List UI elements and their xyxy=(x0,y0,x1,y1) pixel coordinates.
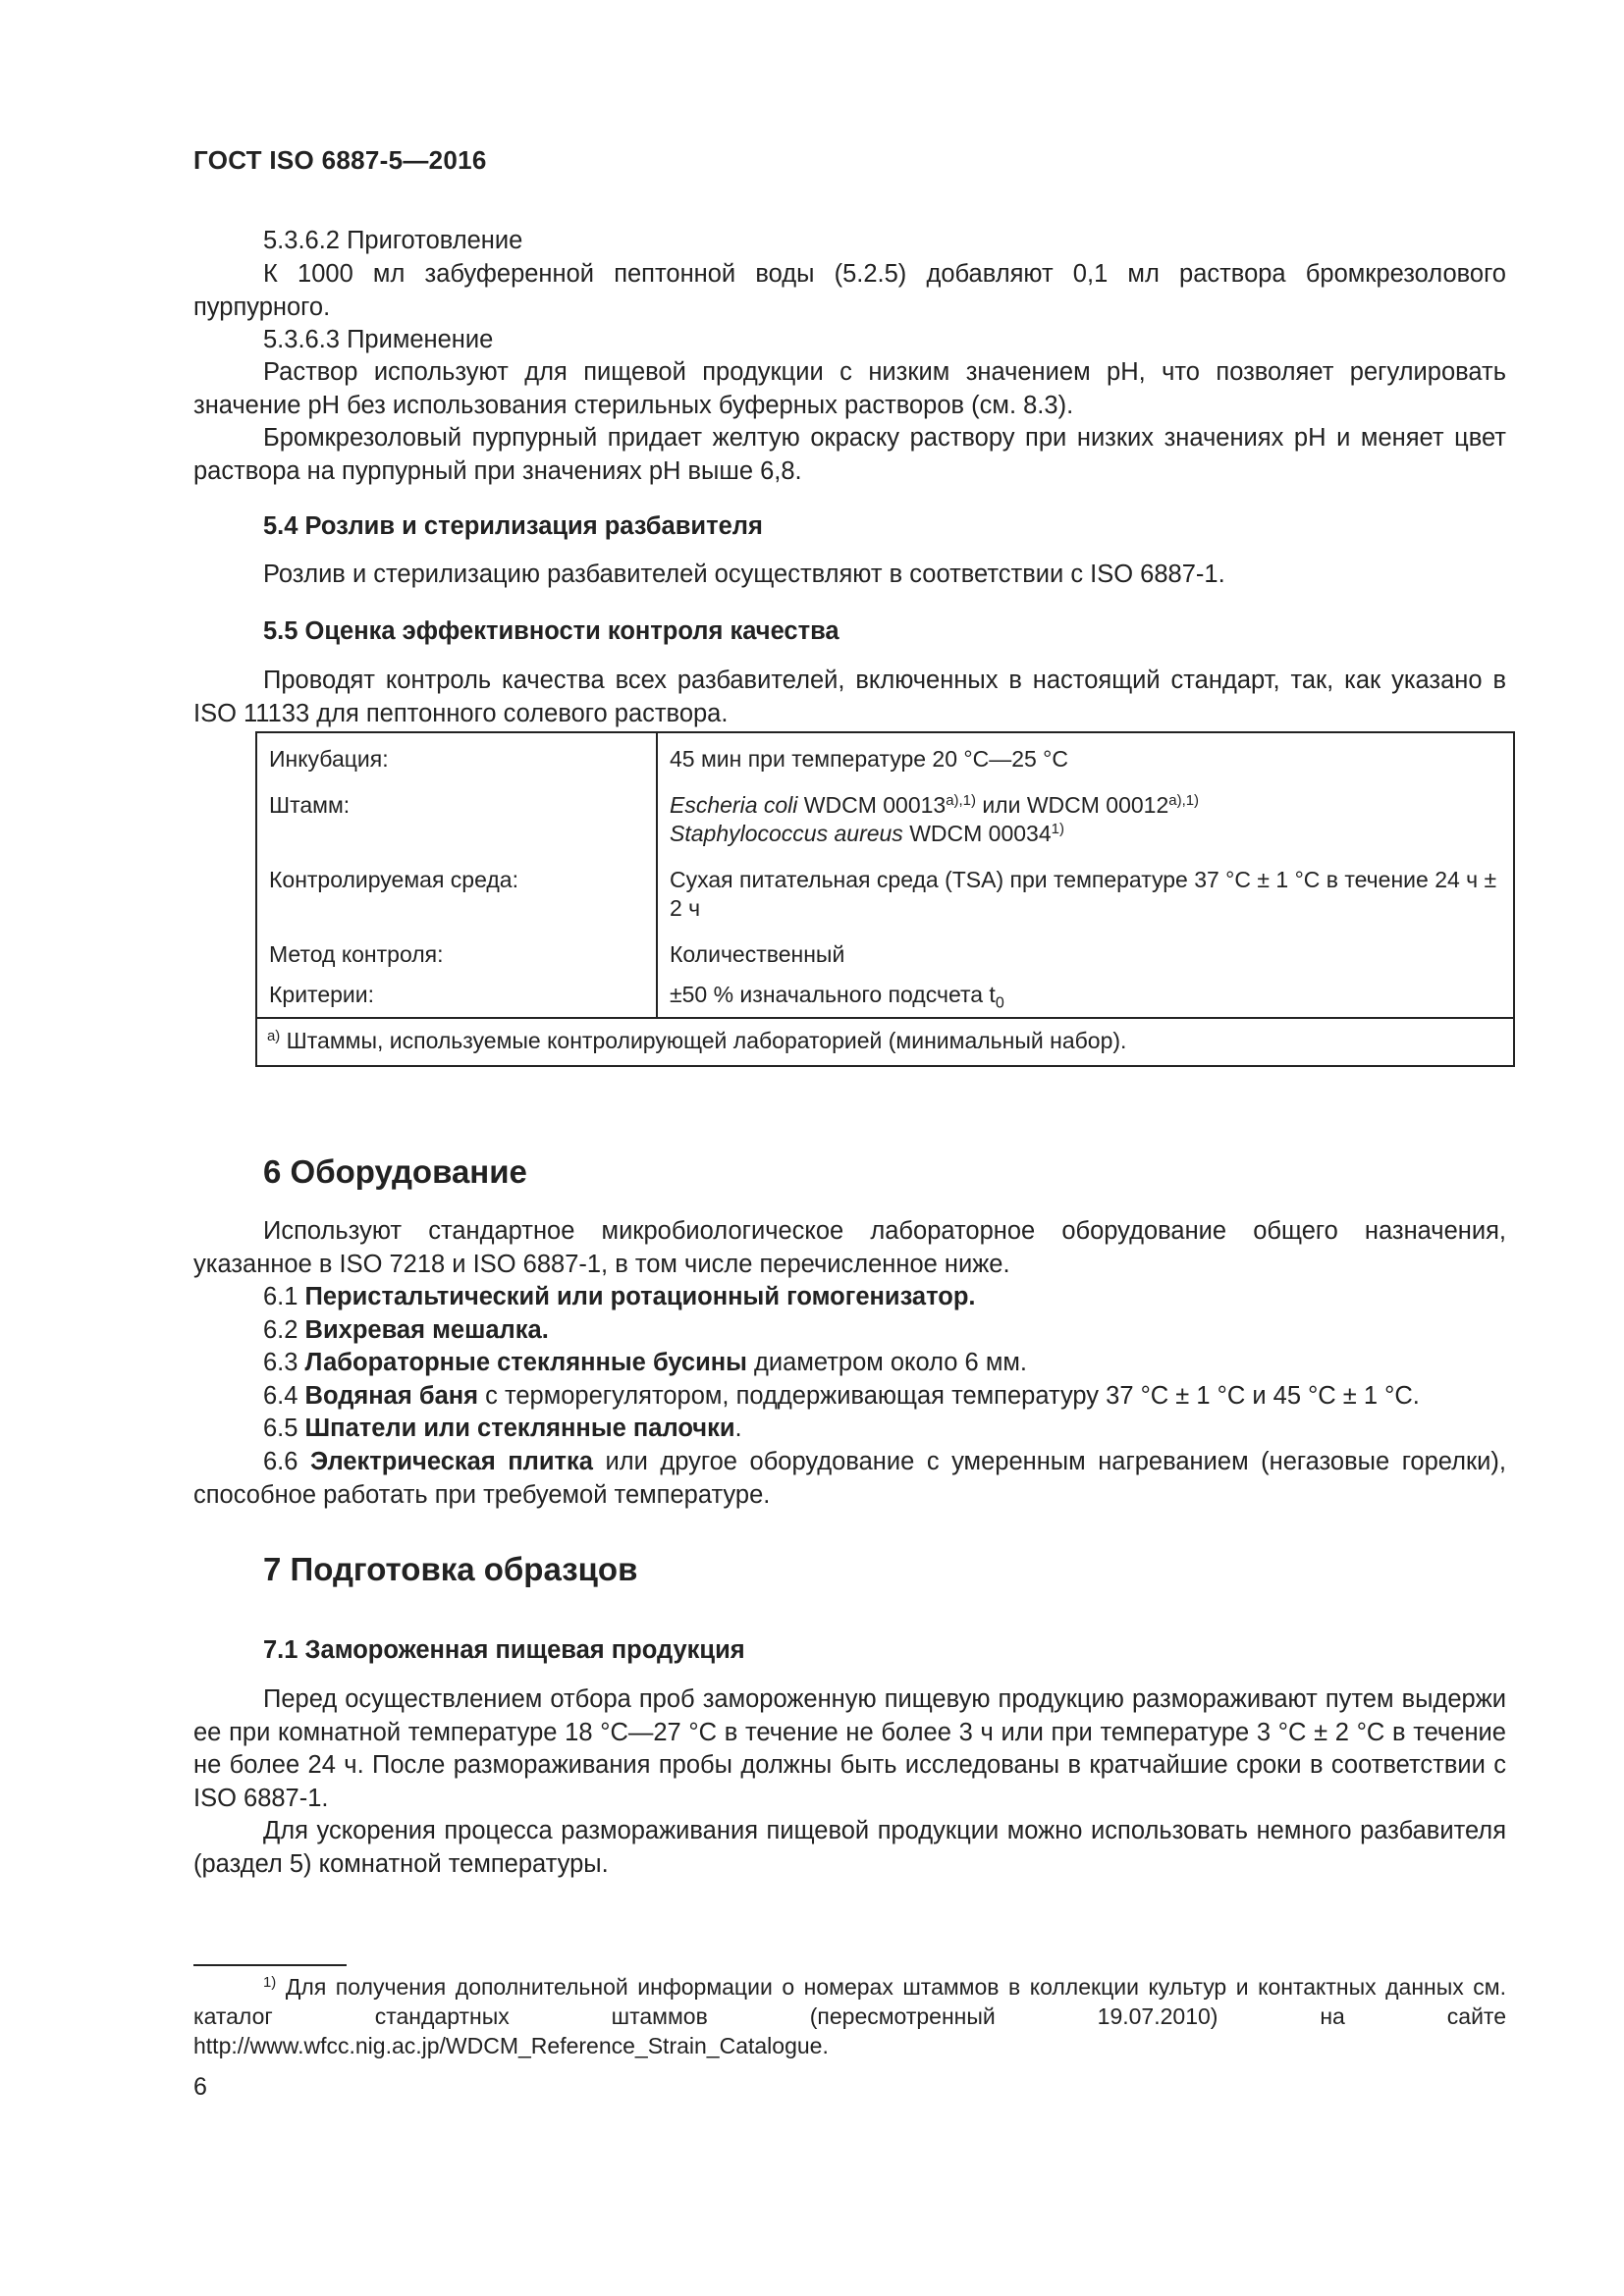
item-number: 6.3 xyxy=(263,1349,298,1376)
section-5-5-text: Проводят контроль качества всех разбавителей, включенных в настоящий стандарт, так, как указано в ISO 11133 для пептонного солевого раствора. xyxy=(193,667,1506,727)
item-number: 6.2 xyxy=(263,1316,298,1344)
item-bold: Лабораторные стеклянные бусины xyxy=(304,1349,747,1376)
table-cell-value xyxy=(657,779,1514,854)
table-cell-label: Метод контроля: xyxy=(256,929,657,975)
table-cell-value xyxy=(657,975,1514,1018)
table-row xyxy=(256,929,1514,975)
table-row xyxy=(256,975,1514,1018)
item-number: 6.6 xyxy=(263,1448,298,1475)
criteria-subscript: 0 xyxy=(995,993,1004,1012)
strain-ecoli-sup: а),1) xyxy=(946,791,976,809)
item-rest: диаметром около 6 мм. xyxy=(746,1349,1027,1376)
item-bold: Электрическая плитка xyxy=(309,1448,593,1475)
item-rest: с терморегулятором, поддерживающая температуру 37 °С ± 1 °С и 45 °С ± 1 °С. xyxy=(478,1382,1420,1410)
item-rest: . xyxy=(734,1415,742,1442)
item-number: 6.5 xyxy=(263,1415,298,1442)
section-5-4-text: Розлив и стерилизацию разбавителей осуществляют в соответствии с ISO 6887-1. xyxy=(263,561,1225,588)
equipment-item-6-2 xyxy=(263,1314,1506,1348)
table-row xyxy=(256,732,1514,779)
footnote-mark: 1) xyxy=(263,1973,277,1991)
document-header: ГОСТ ISO 6887-5—2016 xyxy=(193,145,487,175)
strain-ecoli-code: WDCM 00013 xyxy=(797,792,947,818)
table-note xyxy=(256,1018,1514,1066)
table-cell-value: Количественный xyxy=(657,929,1514,975)
section-5-3-6-3-paragraph-2: Бромкрезоловый пурпурный придает желтую окраску раствору при низких значениях pH и меняет цвет раствора на пурпурный при значениях pH выше 6,8. xyxy=(193,424,1506,485)
criteria-text: ±50 % изначального подсчета t xyxy=(670,982,996,1007)
section-6-intro: Используют стандартное микробиологическое лабораторное оборудование общего назначения, указанное в ISO 7218 и ISO 6887-1, в том числе перечисленное ниже. xyxy=(193,1217,1506,1278)
section-5-4-heading: 5.4 Розлив и стерилизация разбавителя xyxy=(263,512,763,540)
table-row xyxy=(256,854,1514,929)
table-row xyxy=(256,1018,1514,1066)
table-note-mark: а) xyxy=(267,1027,281,1044)
section-7-1-paragraph-1: Перед осуществлением отбора проб замороженную пищевую продукцию размораживают путем выдержи ее при комнатной температуре 18 °С—27 °С в течение не более 3 ч или при температуре 3 °С ± 2 °С в течение не более 24 ч. После размораживания пробы должны быть исследованы в кратчайшие сроки в соответствии с ISO 6887-1. xyxy=(193,1685,1506,1812)
strain-ecoli-name: Escheria coli xyxy=(670,792,798,818)
section-5-3-6-3-title: 5.3.6.3 Применение xyxy=(263,326,494,353)
section-7-1-heading: 7.1 Замороженная пищевая продукция xyxy=(263,1636,745,1664)
quality-control-table xyxy=(255,731,1515,1067)
equipment-item-6-5 xyxy=(263,1413,1506,1446)
table-row xyxy=(256,779,1514,854)
section-6-heading: 6 Оборудование xyxy=(263,1153,527,1190)
item-rest: или другое оборудование с умеренным нагреванием (негазовые горелки), способное работать при требуемой температуре. xyxy=(193,1448,1506,1509)
table-cell-label: Инкубация: xyxy=(256,732,657,779)
strain-alt-sup: а),1) xyxy=(1168,791,1199,809)
item-bold: Шпатели или стеклянные палочки xyxy=(304,1415,735,1442)
equipment-item-6-4 xyxy=(263,1380,1506,1414)
equipment-item-6-6 xyxy=(193,1446,1506,1512)
table-cell-label: Штамм: xyxy=(256,779,657,854)
section-5-3-6-3-paragraph-1: Раствор используют для пищевой продукции с низким значением pH, что позволяет регулировать значение pH без использования стерильных буферных растворов (см. 8.3). xyxy=(193,358,1506,419)
section-5-3-6-2-text: К 1000 мл забуференной пептонной воды (5.2.5) добавляют 0,1 мл раствора бромкрезолового пурпурного. xyxy=(193,260,1506,321)
item-bold: Вихревая мешалка. xyxy=(304,1316,549,1344)
strain-staph-sup: 1) xyxy=(1051,820,1064,837)
section-5-3-6-2-title: 5.3.6.2 Приготовление xyxy=(263,227,523,254)
item-number: 6.1 xyxy=(263,1283,298,1310)
section-7-1-paragraph-2: Для ускорения процесса размораживания пищевой продукции можно использовать немного разбавителя (раздел 5) комнатной температуры. xyxy=(193,1817,1506,1878)
section-5-5-heading: 5.5 Оценка эффективности контроля качества xyxy=(263,617,839,645)
item-bold: Водяная баня xyxy=(304,1382,479,1410)
strain-staph-name: Staphylococcus aureus xyxy=(670,821,903,846)
table-cell-label: Контролируемая среда: xyxy=(256,854,657,929)
equipment-item-6-3 xyxy=(263,1347,1506,1380)
item-bold: Перистальтический или ротационный гомогенизатор. xyxy=(304,1283,976,1310)
item-number: 6.4 xyxy=(263,1382,298,1410)
section-7-heading: 7 Подготовка образцов xyxy=(263,1551,638,1587)
page-number: 6 xyxy=(193,2073,207,2101)
footnote xyxy=(193,1972,1506,2060)
footnote-separator xyxy=(193,1964,347,1966)
footnote-text: Для получения дополнительной информации о номерах штаммов в коллекции культур и контактных данных см. каталог стандартных штаммов (пересмотренный 19.07.2010) на сайте http://www.wfcc.nig.ac.jp/WDCM_Reference_Strain_Catalogue. xyxy=(193,1974,1506,2058)
table-cell-value: 45 мин при температуре 20 °С—25 °С xyxy=(657,732,1514,779)
table-cell-value: Сухая питательная среда (TSA) при температуре 37 °С ± 1 °С в течение 24 ч ± 2 ч xyxy=(657,854,1514,929)
strain-staph-code: WDCM 00034 xyxy=(902,821,1052,846)
equipment-item-6-1 xyxy=(263,1281,1506,1314)
strain-alt-code: или WDCM 00012 xyxy=(975,792,1169,818)
table-cell-label: Критерии: xyxy=(256,975,657,1018)
table-note-text: Штаммы, используемые контролирующей лабораторией (минимальный набор). xyxy=(280,1028,1127,1053)
